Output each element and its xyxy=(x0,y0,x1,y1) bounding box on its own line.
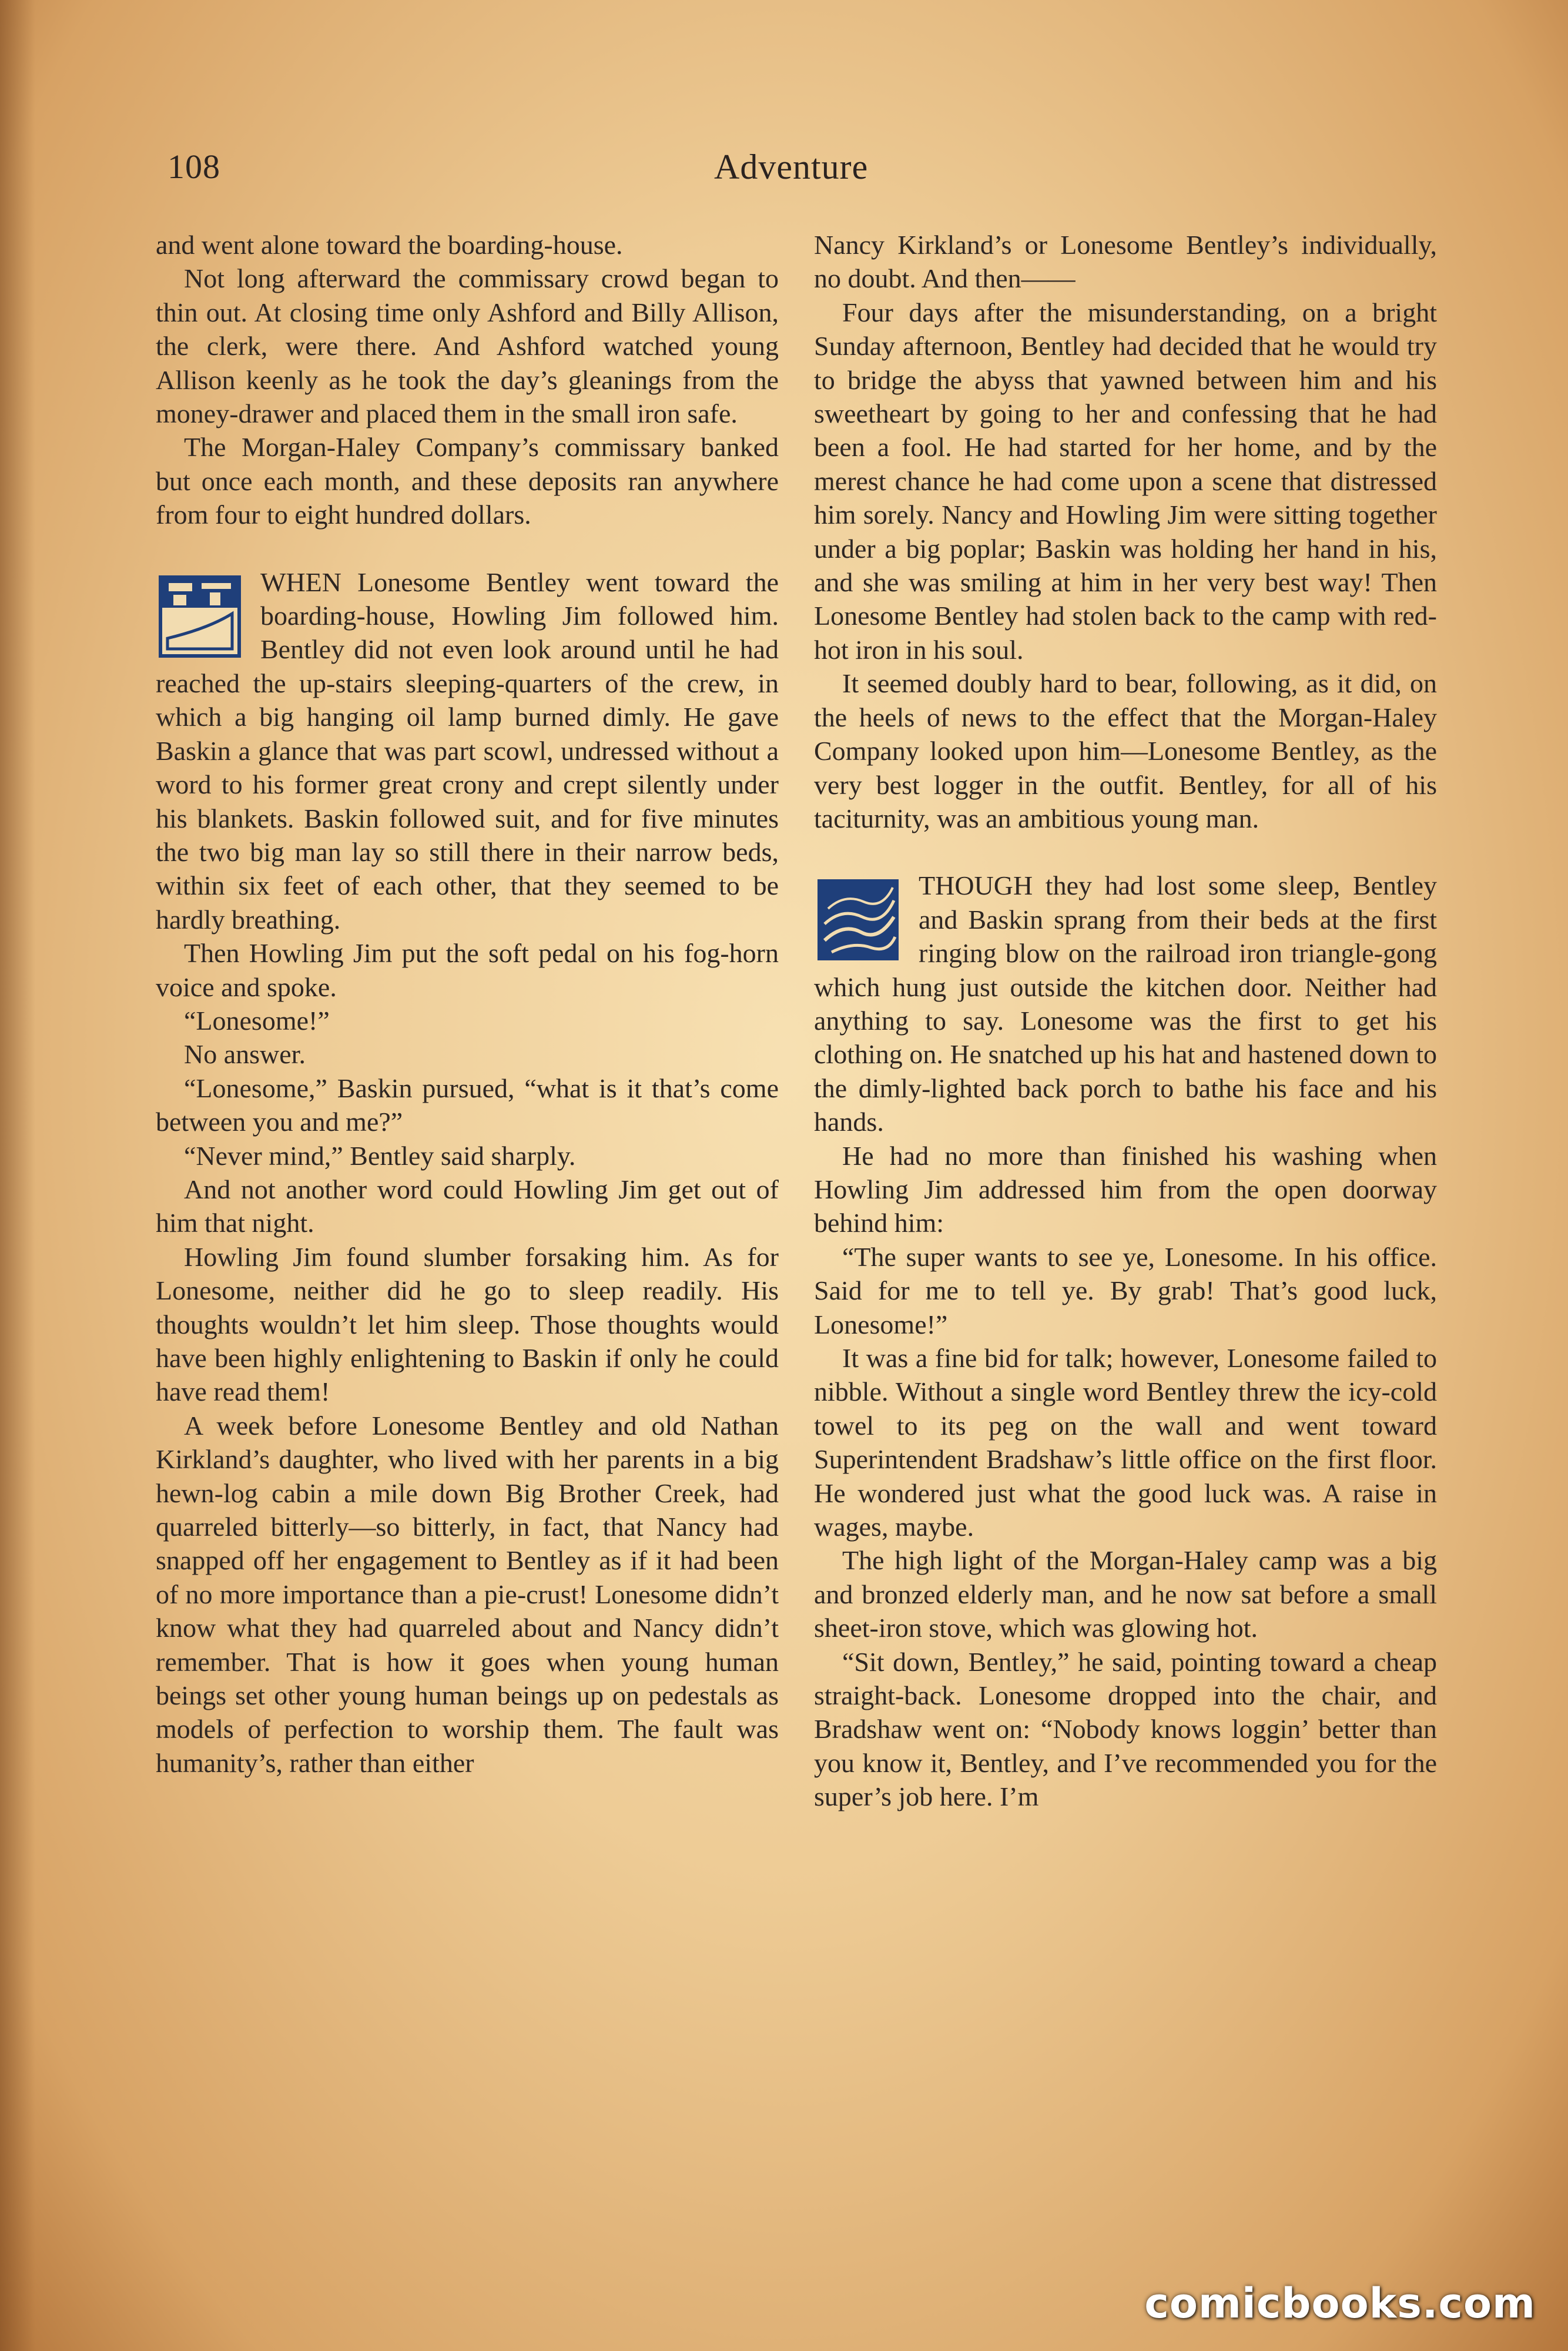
paragraph: “Lonesome,” Baskin pursued, “what is it that’s come between you and me?” xyxy=(156,1073,779,1137)
paragraph: A week before Lonesome Bentley and old Nathan Kirkland’s daughter, who lived with her parents in a big hewn-log cabin a mile down Big Brother Creek, had quarreled bitterly—so bitterly, in fact, that Nancy had snapped off her engagement to Bentley as if it had been of no more importance than a pie-crust! Lonesome didn’t know what they had quarreled about and Nancy didn’t remember. That is how it goes when young human beings set other young human beings up on pedestals as models of perfection to worship them. The fault was humanity’s, rather than either xyxy=(156,1410,779,1778)
paragraph: “The super wants to see ye, Lonesome. In his office. Said for me to tell ye. By grab! That’s good luck, Lonesome!” xyxy=(814,1241,1437,1339)
paragraph: Then Howling Jim put the soft pedal on his fog-horn voice and spoke. xyxy=(156,938,779,1002)
paragraph-section-open: WHEN Lonesome Bentley went toward the boarding-house, Howling Jim followed him. Bentley did not even look around until he had reached the up-stairs sleeping-quarters of the crew, in which a big hanging oil lamp burned dimly. He gave Baskin a glance that was part scowl, undressed without a word to his former great crony and crept silently under his blankets. Baskin followed suit, and for five minutes the two big man lay so still there in their narrow beds, within six feet of each other, that they seemed to be hardly breathing. xyxy=(156,567,779,935)
paragraph: “Sit down, Bentley,” he said, pointing toward a cheap straight-back. Lonesome dropped into the chair, and Bradshaw went on: “Nobody knows loggin’ better than you know it, Bentley, and I’ve recommended you for the super’s job here. I’m xyxy=(814,1646,1437,1812)
paragraph: The Morgan-Haley Company’s commissary banked but once each month, and these deposits ran anywhere from four to eight hundred dollars. xyxy=(156,432,779,530)
paragraph-section-open: THOUGH they had lost some sleep, Bentley and Baskin sprang from their beds at the first ringing blow on the railroad iron triangle-gong which hung just outside the kitchen door. Neither had anything to say. Lonesome was the first to get his clothing on. He snatched up his hat and hastened down to the dimly-lighted back porch to bathe his face and his hands. xyxy=(814,870,1437,1137)
running-head: Adventure xyxy=(714,148,869,186)
left-column xyxy=(156,228,779,1780)
cabin-vignette-icon xyxy=(156,572,244,661)
wave-vignette-icon xyxy=(814,876,902,964)
paragraph: “Never mind,” Bentley said sharply. xyxy=(184,1140,576,1171)
paragraph: and went alone toward the boarding-house. xyxy=(156,230,623,260)
paragraph: “Lonesome!” xyxy=(184,1005,330,1036)
paragraph: And not another word could Howling Jim get out of him that night. xyxy=(156,1174,779,1238)
paragraph: No answer. xyxy=(184,1039,306,1070)
section-break xyxy=(156,565,779,936)
paragraph: Nancy Kirkland’s or Lonesome Bentley’s individually, no doubt. And then—— xyxy=(814,230,1437,294)
page-spine-shadow xyxy=(0,0,35,2351)
site-watermark: comicbooks.com xyxy=(1144,2279,1536,2327)
paragraph: It seemed doubly hard to bear, following, as it did, on the heels of news to the effect that the Morgan-Haley Company looked upon him—Lonesome Bentley, as the very best logger in the outfit. Bentley, for all of his taciturnity, was an ambitious young man. xyxy=(814,668,1437,833)
paragraph: It was a fine bid for talk; however, Lonesome failed to nibble. Without a single word Bentley threw the icy-cold towel to its peg on the wall and went toward Superintendent Bradshaw’s little office on the first floor. He wondered just what the good luck was. A raise in wages, maybe. xyxy=(814,1343,1437,1542)
right-column xyxy=(814,228,1437,1814)
paragraph: He had no more than finished his washing when Howling Jim addressed him from the open doorway behind him: xyxy=(814,1140,1437,1238)
paragraph: Howling Jim found slumber forsaking him. As for Lonesome, neither did he go to sleep readily. His thoughts wouldn’t let him sleep. Those thoughts would have been highly enlightening to Baskin if only he could have read them! xyxy=(156,1241,779,1407)
page-number: 108 xyxy=(167,148,220,186)
section-break xyxy=(814,869,1437,1138)
page-header xyxy=(0,147,1568,200)
paragraph: Not long afterward the commissary crowd began to thin out. At closing time only Ashford and Billy Allison, the clerk, were there. And Ashford watched young Allison keenly as he took the day’s gleanings from the money-drawer and placed them in the small iron safe. xyxy=(156,263,779,429)
paragraph: Four days after the misunderstanding, on a bright Sunday afternoon, Bentley had decided that he would try to bridge the abyss that yawned between him and his sweetheart by going to her and confessing that he had been a fool. He had started for her home, and by the merest chance he had come upon a scene that distressed him sorely. Nancy and Howling Jim were sitting together under a big poplar; Baskin was holding her hand in his, and she was smiling at him in her very best way! Then Lonesome Bentley had stolen back to the camp with red-hot iron in his soul. xyxy=(814,297,1437,665)
paragraph: The high light of the Morgan-Haley camp was a big and bronzed elderly man, and he now sat before a small sheet-iron stove, which was glowing hot. xyxy=(814,1545,1437,1643)
